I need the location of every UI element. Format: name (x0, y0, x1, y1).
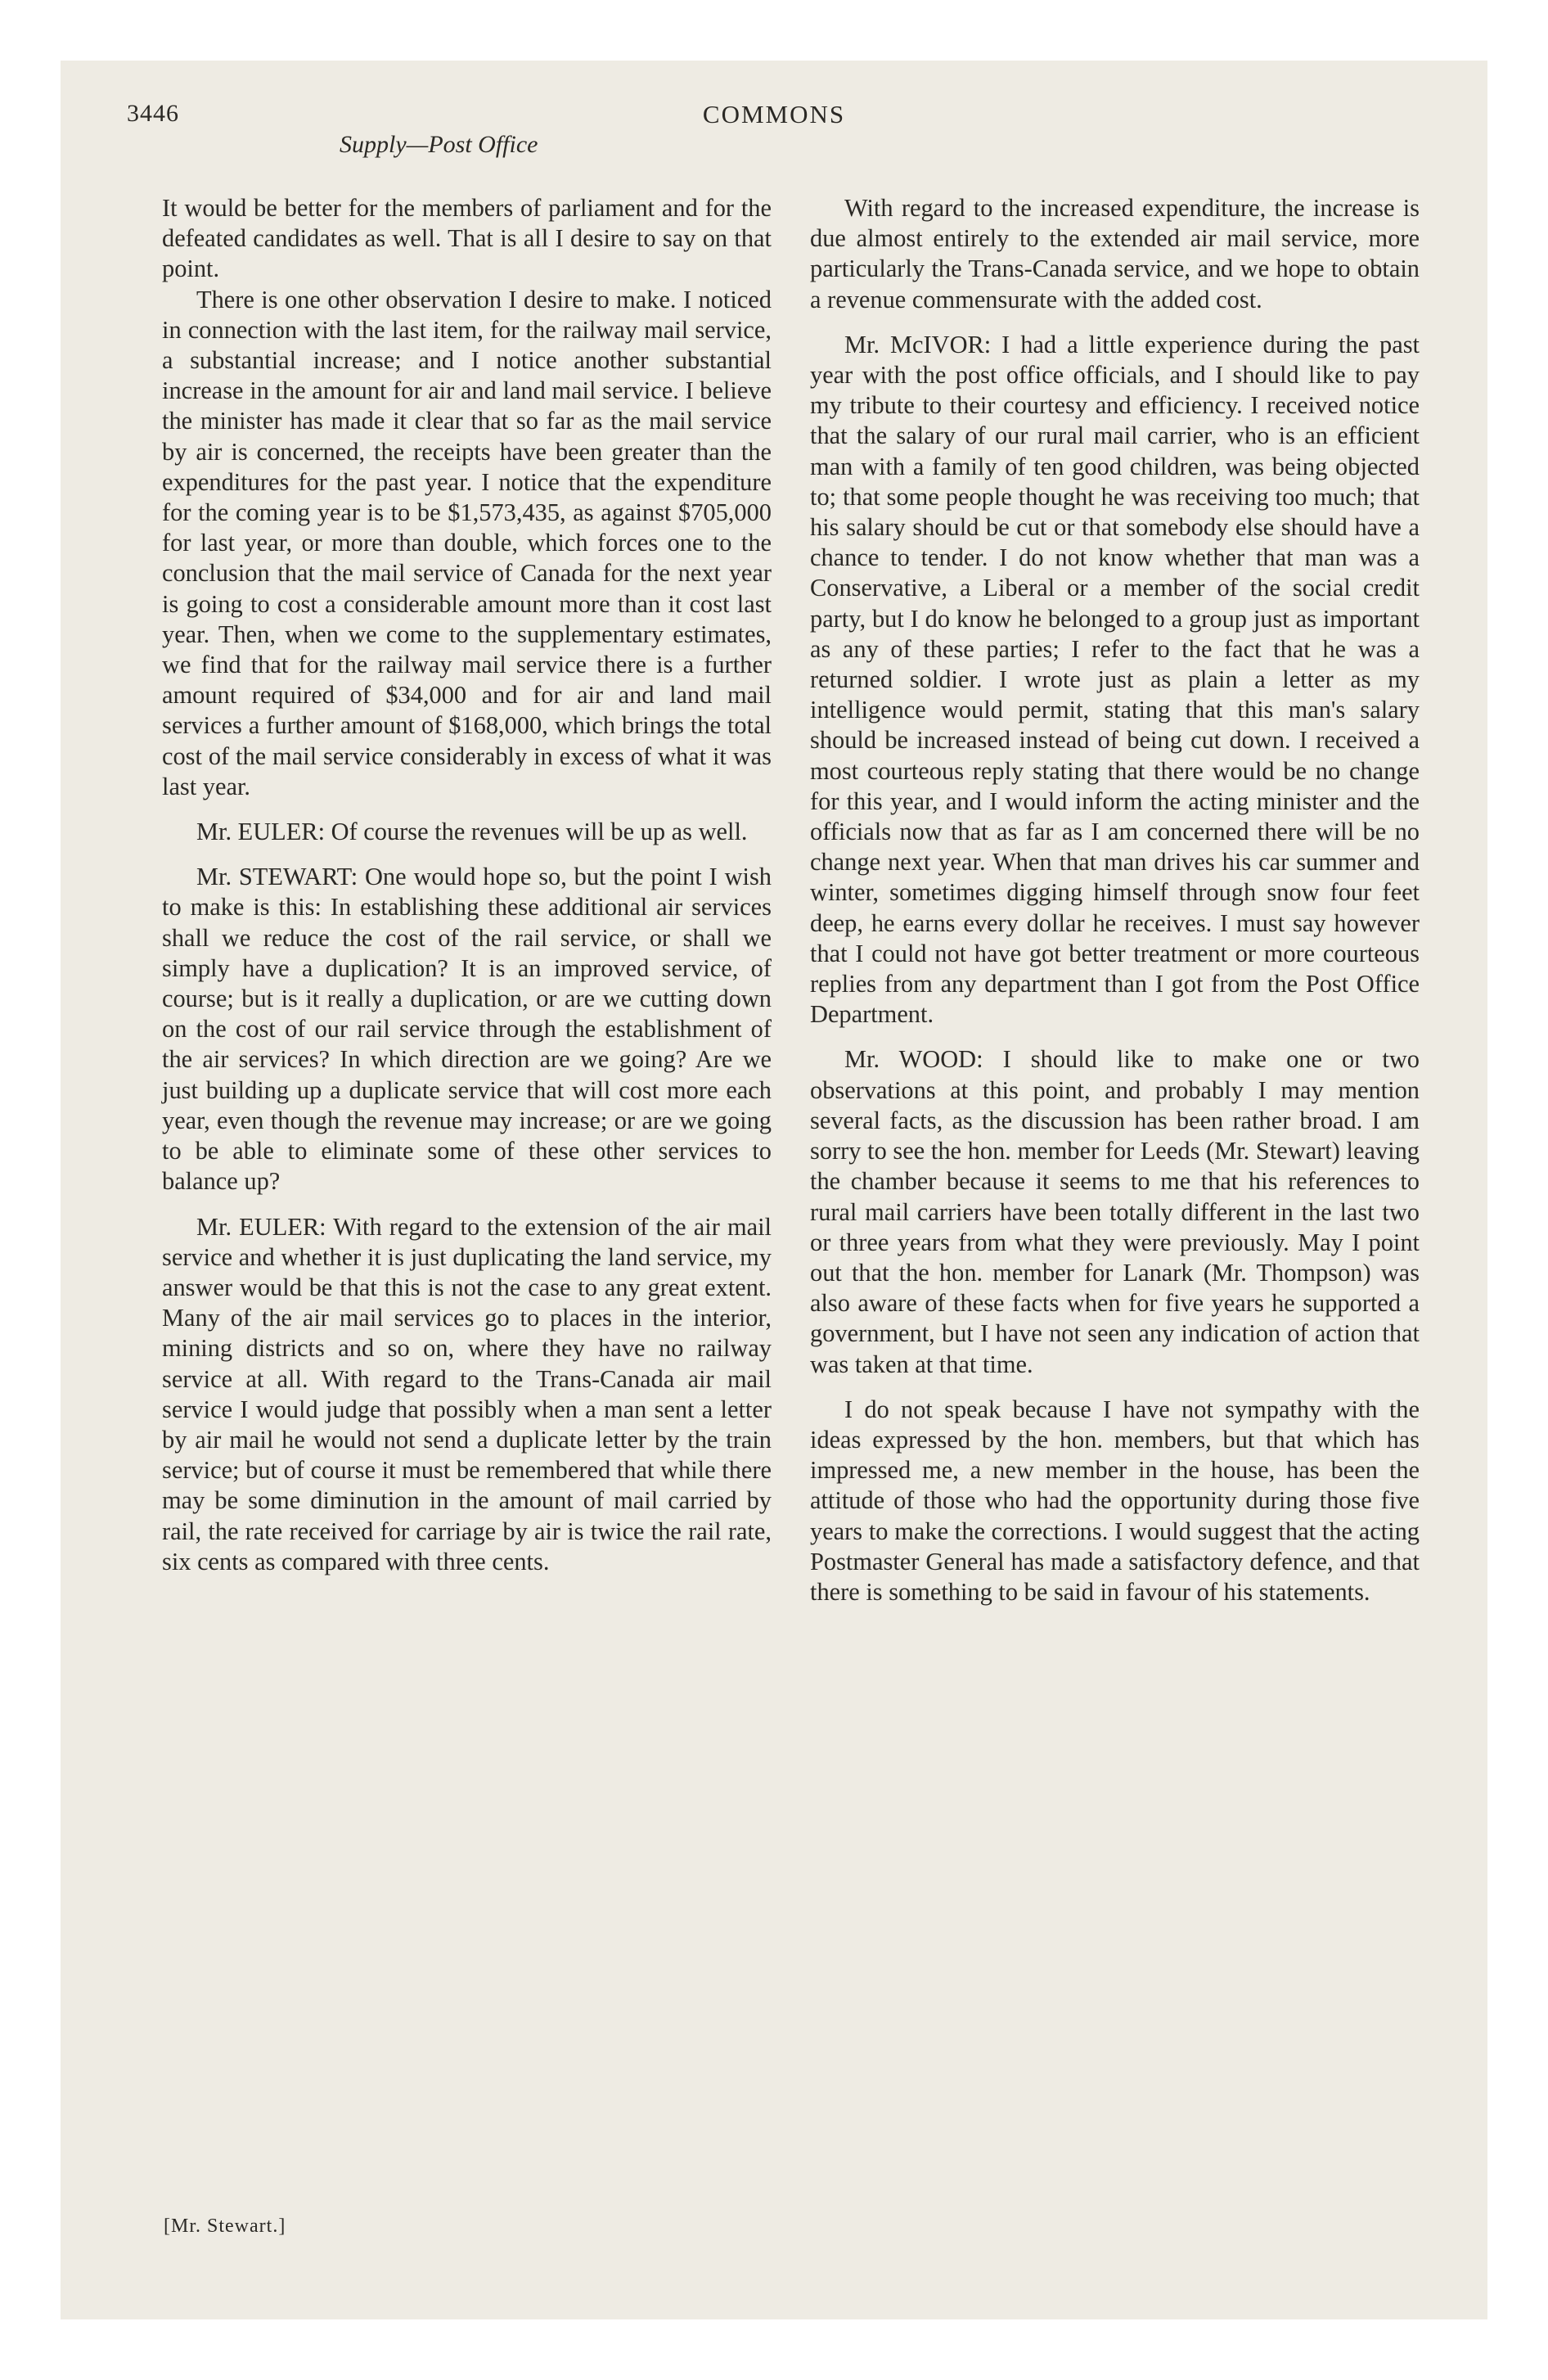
running-head: COMMONS (702, 100, 846, 128)
paragraph: Mr. EULER: With regard to the extension of the air mail service and whether it is just duplicating the land service, my answer would be that this is not the case to any great extent. Many of the air mail services go to places in the interior, mining districts and so on, where they have no railway service at all. With regard to the Trans-Canada air mail service I would judge that possibly when a man sent a letter by air mail he would not send a duplicate letter by the train service; but of course it must be remembered that while there may be some diminution in the amount of mail carried by rail, the rate received for carriage by air is twice the rail rate, six cents as compared with three cents. (162, 1212, 772, 1575)
paragraph: Mr. EULER: Of course the revenues will be up as well. (196, 818, 748, 846)
right-column (810, 193, 1420, 1607)
section-title: Supply—Post Office (340, 131, 538, 158)
paragraph: Mr. STEWART: One would hope so, but the point I wish to make is this: In establishing these additional air services shall we reduce the cost of the rail service, or shall we simply have a duplication? It is an improved service, of course; but is it really a duplication, or are we cutting down on the cost of our rail service through the establishment of the air services? In which direction are we going? Are we just building up a duplicate service that will cost more each year, even though the revenue may increase; or are we going to be able to eliminate some of these other services to balance up? (162, 863, 772, 1196)
left-column (162, 193, 772, 1577)
paragraph: With regard to the increased expenditure, the increase is due almost entirely to the extended air mail service, more particularly the Trans-Canada service, and we hope to obtain a revenue commensurate with the added cost. (810, 194, 1420, 313)
paragraph: Mr. McIVOR: I had a little experience during the past year with the post office officials, and I should like to pay my tribute to their courtesy and efficiency. I received notice that the salary of our rural mail carrier, who is an efficient man with a family of ten good children, was being objected to; that some people thought he was receiving too much; that his salary should be cut or that somebody else should have a chance to tender. I do not know whether that man was a Conservative, a Liberal or a member of the social credit party, but I do know he belonged to a group just as important as any of these parties; I refer to the fact that he was a returned soldier. I wrote just as plain a letter as my intelligence would permit, stating that this man's salary should be increased instead of being cut down. I received a most courteous reply stating that there would be no change for this year, and I would inform the acting minister and the officials now that as far as I am concerned there will be no change next year. When that man drives his car summer and winter, sometimes digging himself through snow four feet deep, he earns every dollar he receives. I must say however that I could not have got better treatment or more courteous replies from any department than I got from the Post Office Department. (810, 330, 1420, 1029)
paragraph: I do not speak because I have not sympathy with the ideas expressed by the hon. members, but that which has impressed me, a new member in the house, has been the attitude of those who had the opportunity during those five years to make the corrections. I would suggest that the acting Postmaster General has made a satisfactory defence, and that there is something to be said in favour of his statements. (810, 1395, 1420, 1606)
paragraph: Mr. WOOD: I should like to make one or two observations at this point, and probably I may mention several facts, as the discussion has been rather broad. I am sorry to see the hon. member for Leeds (Mr. Stewart) leaving the chamber because it seems to me that his references to rural mail carriers have been totally different in the last two or three years from what they were previously. May I point out that the hon. member for Lanark (Mr. Thompson) was also aware of these facts when for five years he supported a government, but I have not seen any indication of action that was taken at that time. (810, 1045, 1420, 1378)
paragraph: It would be better for the members of parliament and for the defeated candidates as well. That is all I desire to say on that point. (162, 194, 772, 283)
page-number: 3446 (127, 100, 179, 127)
speaker-attribution: [Mr. Stewart.] (164, 2215, 286, 2237)
paragraph: There is one other observation I desire to make. I noticed in connection with the last item, for the railway mail service, a substantial increase; and I notice another substantial increase in the amount for air and land mail service. I believe the minister has made it clear that so far as the mail service by air is concerned, the receipts have been greater than the expenditures for the past year. I notice that the expenditure for the coming year is to be $1,573,435, as against $705,000 for last year, or more than double, which forces one to the conclusion that the mail service of Canada for the next year is going to cost a considerable amount more than it cost last year. Then, when we come to the supplementary estimates, we find that for the railway mail service there is a further amount required of $34,000 and for air and land mail services a further amount of $168,000, which brings the total cost of the mail service considerably in excess of what it was last year. (162, 285, 772, 800)
